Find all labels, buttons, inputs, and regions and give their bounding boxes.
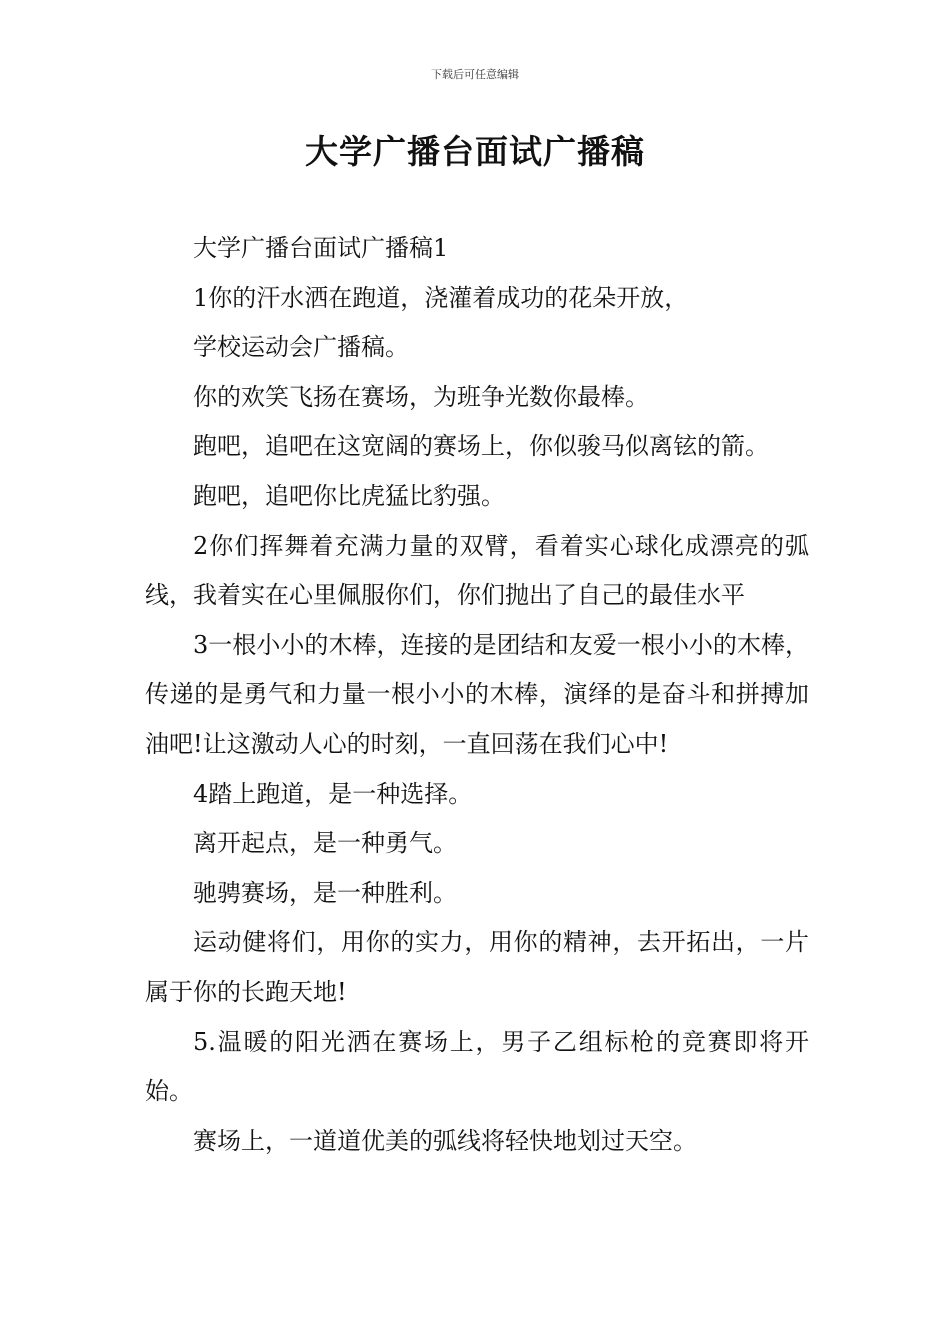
header-note: 下载后可任意编辑	[431, 68, 519, 81]
paragraph: 你的欢笑飞扬在赛场，为班争光数你最棒。	[193, 382, 649, 411]
paragraph: 赛场上，一道道优美的弧线将轻快地划过天空。	[193, 1126, 697, 1155]
paragraph: 4踏上跑道，是一种选择。	[193, 779, 473, 808]
paragraph: 1你的汗水洒在跑道，浇灌着成功的花朵开放，	[193, 283, 689, 312]
paragraph: 运动健将们，用你的实力，用你的精神，去开拓出，一片属于你的长跑天地!	[145, 928, 809, 1006]
paragraph: 驰骋赛场，是一种胜利。	[193, 878, 457, 907]
paragraph: 跑吧，追吧在这宽阔的赛场上，你似骏马似离铉的箭。	[193, 432, 769, 461]
paragraph: 5.温暖的阳光洒在赛场上，男子乙组标枪的竞赛即将开始。	[145, 1027, 809, 1106]
document-body	[145, 224, 809, 1166]
paragraph: 学校运动会广播稿。	[193, 333, 409, 362]
paragraph: 大学广播台面试广播稿1	[193, 234, 449, 262]
document-title: 大学广播台面试广播稿	[305, 132, 645, 171]
paragraph: 跑吧，追吧你比虎猛比豹强。	[193, 481, 505, 510]
paragraph: 离开起点，是一种勇气。	[193, 829, 457, 858]
paragraph: 2你们挥舞着充满力量的双臂，看着实心球化成漂亮的弧线，我着实在心里佩服你们，你们抛出了自己的最佳水平	[145, 531, 809, 610]
paragraph: 3一根小小的木棒，连接的是团结和友爱一根小小的木棒，传递的是勇气和力量一根小小的木棒，演绎的是奋斗和拼搏加油吧!让这激动人心的时刻，一直回荡在我们心中!	[145, 630, 809, 758]
